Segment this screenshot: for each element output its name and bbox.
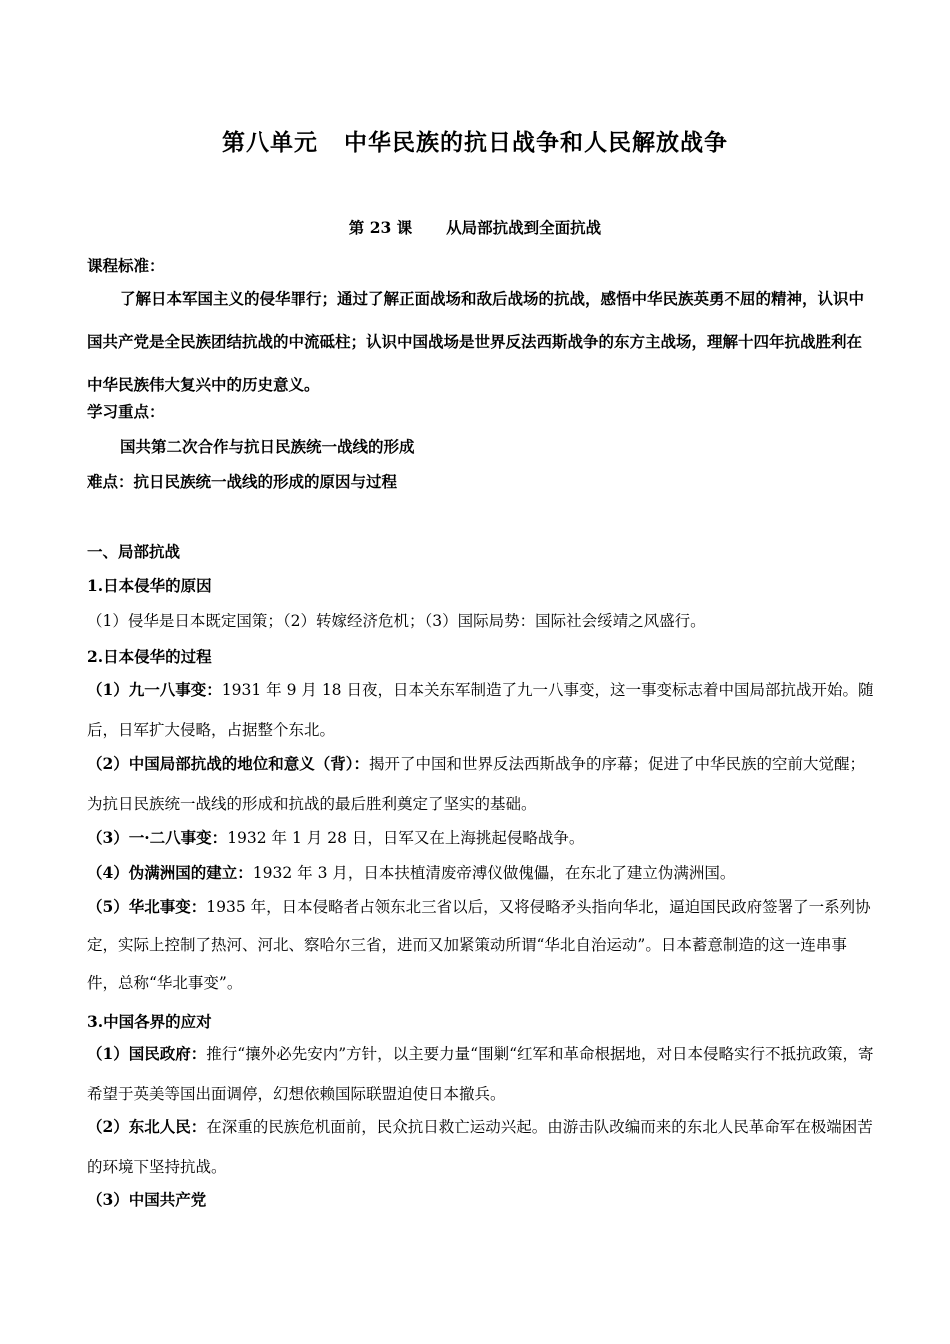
item-text: 推行“攘外必先安内”方针，以主要力量“围剿“红军和革命根据地，对日本侵略实行不抵抗政策，寄希望于英美等国出面调停，幻想依赖国际联盟迫使日本撤兵。: [87, 1045, 874, 1103]
section-heading: 一、局部抗战: [87, 542, 181, 561]
list-item: [87, 1180, 877, 1220]
item-label: （5）华北事变：: [87, 897, 207, 916]
lesson-name: 从局部抗战到全面抗战: [446, 218, 602, 237]
unit-title-number: 第八单元: [222, 129, 318, 156]
causes-text: （1）侵华是日本既定国策；（2）转嫁经济危机；（3）国际局势：国际社会绥靖之风盛行。: [87, 612, 706, 630]
lesson-title: [0, 216, 950, 238]
item-text: 揭开了中国和世界反法西斯战争的序幕；促进了中华民族的空前大觉醒；为抗日民族统一战线的形成和抗战的最后胜利奠定了坚实的基础。: [87, 755, 866, 813]
item-label: （3）中国共产党: [87, 1190, 207, 1209]
item-label: （1）国民政府：: [87, 1044, 207, 1063]
standards-text: 了解日本军国主义的侵华罪行；通过了解正面战场和敌后战场的抗战，感悟中华民族英勇不屈的精神，认识中国共产党是全民族团结抗战的中流砥柱；认识中国战场是世界反法西斯战争的东方主战场，理解十四年抗战胜利在中华民族伟大复兴中的历史意义。: [87, 289, 865, 394]
list-item: [87, 1107, 877, 1187]
key-points-label: 学习重点：: [87, 402, 165, 421]
difficulty-text: 难点：抗日民族统一战线的形成的原因与过程: [87, 472, 398, 491]
item-label: （4）伪满洲国的建立：: [87, 863, 253, 882]
list-item: [87, 670, 877, 750]
list-item: [87, 853, 877, 893]
item-text: 1935 年，日本侵略者占领东北三省以后，又将侵略矛头指向华北，逼迫国民政府签署了一系列协定，实际上控制了热河、河北、察哈尔三省，进而又加紧策动所谓“华北自治运动”。日本蓄意制造的这一连串事件，总称“华北事变”。: [87, 898, 871, 992]
subsection-heading: 2.日本侵华的过程: [87, 647, 212, 666]
list-item: [87, 818, 877, 858]
item-text: 1932 年 1 月 28 日，日军又在上海挑起侵略战争。: [227, 829, 585, 847]
standards-label: 课程标准：: [87, 256, 165, 275]
item-label: （3）一·二八事变：: [87, 828, 228, 847]
item-text: 在深重的民族危机面前，民众抗日救亡运动兴起。由游击队改编而来的东北人民革命军在极端困苦的环境下坚持抗战。: [87, 1118, 873, 1176]
subsection-heading: 1.日本侵华的原因: [87, 576, 212, 595]
unit-title: [0, 124, 950, 157]
unit-title-name: 中华民族的抗日战争和人民解放战争: [344, 129, 728, 156]
lesson-number: 第 23 课: [348, 218, 413, 237]
list-item: [87, 888, 877, 1002]
key-points-text: 国共第二次合作与抗日民族统一战线的形成: [120, 437, 415, 456]
item-label: （2）东北人民：: [87, 1117, 207, 1136]
item-label: （2）中国局部抗战的地位和意义（背）：: [87, 754, 370, 773]
list-item: [87, 744, 877, 824]
item-text: 1931 年 9 月 18 日夜，日本关东军制造了九一八事变，这一事变标志着中国局部抗战开始。随后，日军扩大侵略，占据整个东北。: [87, 681, 874, 739]
item-label: （1）九一八事变：: [87, 680, 222, 699]
item-text: 1932 年 3 月，日本扶植清废帝溥仪做傀儡，在东北了建立伪满洲国。: [252, 864, 736, 882]
list-item: [87, 1034, 877, 1114]
subsection-heading: 3.中国各界的应对: [87, 1012, 212, 1031]
